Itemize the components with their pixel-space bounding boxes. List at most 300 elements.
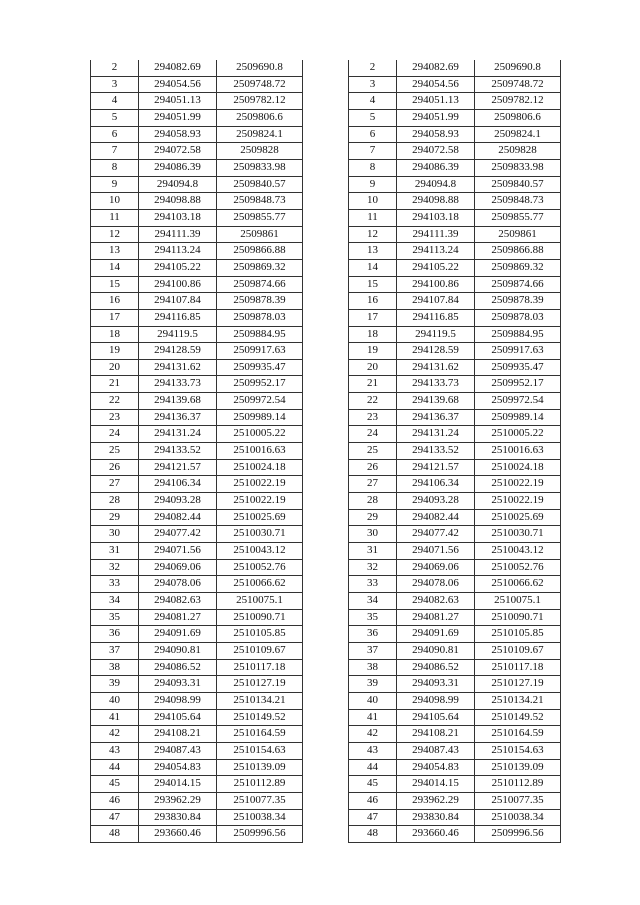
table-row	[349, 792, 561, 809]
point-number-cell: 5	[91, 109, 139, 126]
y-coordinate-cell: 2509917.63	[475, 343, 561, 360]
coordinate-table-right	[348, 60, 561, 843]
point-number-cell: 33	[349, 576, 397, 593]
point-number-cell: 24	[349, 426, 397, 443]
y-coordinate-cell: 2509884.95	[217, 326, 303, 343]
y-coordinate-cell: 2509806.6	[475, 109, 561, 126]
y-coordinate-cell: 2509878.03	[217, 309, 303, 326]
point-number-cell: 16	[349, 293, 397, 310]
y-coordinate-cell: 2510024.18	[475, 459, 561, 476]
x-coordinate-cell: 294093.28	[139, 493, 217, 510]
x-coordinate-cell: 294078.06	[397, 576, 475, 593]
x-coordinate-cell: 294082.44	[397, 509, 475, 526]
point-number-cell: 7	[349, 143, 397, 160]
y-coordinate-cell: 2510016.63	[217, 443, 303, 460]
point-number-cell: 30	[91, 526, 139, 543]
x-coordinate-cell: 294128.59	[139, 343, 217, 360]
y-coordinate-cell: 2509861	[217, 226, 303, 243]
x-coordinate-cell: 294086.39	[139, 159, 217, 176]
table-row	[91, 409, 303, 426]
point-number-cell: 3	[349, 76, 397, 93]
table-row	[91, 309, 303, 326]
point-number-cell: 6	[349, 126, 397, 143]
table-row	[91, 626, 303, 643]
table-row	[349, 159, 561, 176]
x-coordinate-cell: 294086.52	[139, 659, 217, 676]
y-coordinate-cell: 2510117.18	[475, 659, 561, 676]
point-number-cell: 9	[349, 176, 397, 193]
x-coordinate-cell: 294131.62	[139, 359, 217, 376]
x-coordinate-cell: 294014.15	[139, 776, 217, 793]
y-coordinate-cell: 2509878.39	[475, 293, 561, 310]
x-coordinate-cell: 294105.22	[397, 259, 475, 276]
y-coordinate-cell: 2509866.88	[475, 243, 561, 260]
point-number-cell: 17	[91, 309, 139, 326]
table-row	[349, 193, 561, 210]
table-row	[349, 609, 561, 626]
y-coordinate-cell: 2510038.34	[475, 809, 561, 826]
x-coordinate-cell: 294082.63	[397, 593, 475, 610]
x-coordinate-cell: 294087.43	[397, 742, 475, 759]
point-number-cell: 24	[91, 426, 139, 443]
table-row	[349, 509, 561, 526]
table-row	[349, 293, 561, 310]
table-row	[91, 176, 303, 193]
x-coordinate-cell: 294093.28	[397, 493, 475, 510]
point-number-cell: 3	[91, 76, 139, 93]
table-row	[349, 526, 561, 543]
point-number-cell: 31	[349, 543, 397, 560]
x-coordinate-cell: 294014.15	[397, 776, 475, 793]
table-row	[349, 309, 561, 326]
y-coordinate-cell: 2510127.19	[475, 676, 561, 693]
table-row	[91, 459, 303, 476]
point-number-cell: 27	[91, 476, 139, 493]
y-coordinate-cell: 2509935.47	[217, 359, 303, 376]
table-row	[349, 676, 561, 693]
x-coordinate-cell: 294103.18	[397, 209, 475, 226]
table-row	[349, 126, 561, 143]
x-coordinate-cell: 294128.59	[397, 343, 475, 360]
table-row	[91, 526, 303, 543]
y-coordinate-cell: 2509878.39	[217, 293, 303, 310]
x-coordinate-cell: 294091.69	[139, 626, 217, 643]
point-number-cell: 31	[91, 543, 139, 560]
y-coordinate-cell: 2510109.67	[475, 642, 561, 659]
x-coordinate-cell: 294086.52	[397, 659, 475, 676]
y-coordinate-cell: 2509972.54	[475, 393, 561, 410]
x-coordinate-cell: 294094.8	[139, 176, 217, 193]
y-coordinate-cell: 2509833.98	[217, 159, 303, 176]
x-coordinate-cell: 293660.46	[139, 826, 217, 843]
point-number-cell: 20	[91, 359, 139, 376]
y-coordinate-cell: 2509782.12	[475, 93, 561, 110]
x-coordinate-cell: 294121.57	[139, 459, 217, 476]
table-row	[91, 343, 303, 360]
table-row	[349, 176, 561, 193]
table-row	[349, 459, 561, 476]
point-number-cell: 11	[91, 209, 139, 226]
point-number-cell: 43	[349, 742, 397, 759]
y-coordinate-cell: 2509782.12	[217, 93, 303, 110]
table-row	[91, 326, 303, 343]
point-number-cell: 12	[349, 226, 397, 243]
point-number-cell: 8	[91, 159, 139, 176]
y-coordinate-cell: 2509952.17	[217, 376, 303, 393]
point-number-cell: 18	[349, 326, 397, 343]
x-coordinate-cell: 294119.5	[139, 326, 217, 343]
point-number-cell: 39	[91, 676, 139, 693]
x-coordinate-cell: 294098.99	[397, 692, 475, 709]
y-coordinate-cell: 2509833.98	[475, 159, 561, 176]
y-coordinate-cell: 2509952.17	[475, 376, 561, 393]
x-coordinate-cell: 293830.84	[139, 809, 217, 826]
point-number-cell: 15	[91, 276, 139, 293]
x-coordinate-cell: 294103.18	[139, 209, 217, 226]
table-row	[91, 393, 303, 410]
y-coordinate-cell: 2510075.1	[217, 593, 303, 610]
point-number-cell: 39	[349, 676, 397, 693]
x-coordinate-cell: 294105.22	[139, 259, 217, 276]
table-row	[349, 692, 561, 709]
x-coordinate-cell: 294107.84	[397, 293, 475, 310]
point-number-cell: 34	[349, 593, 397, 610]
x-coordinate-cell: 294133.52	[397, 443, 475, 460]
y-coordinate-cell: 2509972.54	[217, 393, 303, 410]
table-row	[91, 609, 303, 626]
point-number-cell: 13	[91, 243, 139, 260]
y-coordinate-cell: 2509996.56	[217, 826, 303, 843]
x-coordinate-cell: 294081.27	[397, 609, 475, 626]
table-row	[91, 509, 303, 526]
table-row	[91, 476, 303, 493]
y-coordinate-cell: 2509848.73	[217, 193, 303, 210]
y-coordinate-cell: 2509866.88	[217, 243, 303, 260]
y-coordinate-cell: 2509748.72	[217, 76, 303, 93]
x-coordinate-cell: 294094.8	[397, 176, 475, 193]
y-coordinate-cell: 2510066.62	[217, 576, 303, 593]
point-number-cell: 35	[349, 609, 397, 626]
point-number-cell: 33	[91, 576, 139, 593]
y-coordinate-cell: 2510022.19	[475, 493, 561, 510]
x-coordinate-cell: 294071.56	[397, 543, 475, 560]
x-coordinate-cell: 294077.42	[139, 526, 217, 543]
table-row	[91, 209, 303, 226]
point-number-cell: 36	[91, 626, 139, 643]
table-row	[349, 443, 561, 460]
y-coordinate-cell: 2510139.09	[475, 759, 561, 776]
table-row	[349, 409, 561, 426]
point-number-cell: 11	[349, 209, 397, 226]
table-row	[349, 576, 561, 593]
x-coordinate-cell: 294106.34	[397, 476, 475, 493]
x-coordinate-cell: 294100.86	[139, 276, 217, 293]
table-row	[91, 76, 303, 93]
table-row	[91, 809, 303, 826]
table-row	[91, 742, 303, 759]
table-row	[349, 276, 561, 293]
table-row	[349, 593, 561, 610]
table-row	[349, 493, 561, 510]
table-row	[91, 659, 303, 676]
y-coordinate-cell: 2510154.63	[217, 742, 303, 759]
table-row	[91, 60, 303, 76]
x-coordinate-cell: 294136.37	[397, 409, 475, 426]
y-coordinate-cell: 2509824.1	[475, 126, 561, 143]
y-coordinate-cell: 2509828	[217, 143, 303, 160]
y-coordinate-cell: 2510105.85	[475, 626, 561, 643]
table-row	[349, 326, 561, 343]
table-row	[91, 593, 303, 610]
point-number-cell: 44	[349, 759, 397, 776]
x-coordinate-cell: 294086.39	[397, 159, 475, 176]
x-coordinate-cell: 294098.99	[139, 692, 217, 709]
table-row	[349, 626, 561, 643]
y-coordinate-cell: 2510025.69	[475, 509, 561, 526]
point-number-cell: 29	[349, 509, 397, 526]
y-coordinate-cell: 2510154.63	[475, 742, 561, 759]
y-coordinate-cell: 2510127.19	[217, 676, 303, 693]
x-coordinate-cell: 294098.88	[139, 193, 217, 210]
table-row	[349, 726, 561, 743]
point-number-cell: 14	[91, 259, 139, 276]
y-coordinate-cell: 2510016.63	[475, 443, 561, 460]
x-coordinate-cell: 294082.63	[139, 593, 217, 610]
point-number-cell: 21	[349, 376, 397, 393]
coordinate-table-right-body	[349, 60, 561, 842]
y-coordinate-cell: 2509869.32	[475, 259, 561, 276]
x-coordinate-cell: 294051.13	[139, 93, 217, 110]
point-number-cell: 22	[349, 393, 397, 410]
point-number-cell: 42	[91, 726, 139, 743]
y-coordinate-cell: 2509884.95	[475, 326, 561, 343]
y-coordinate-cell: 2510149.52	[217, 709, 303, 726]
x-coordinate-cell: 294131.62	[397, 359, 475, 376]
x-coordinate-cell: 294119.5	[397, 326, 475, 343]
table-row	[349, 359, 561, 376]
table-row	[349, 243, 561, 260]
y-coordinate-cell: 2510109.67	[217, 642, 303, 659]
x-coordinate-cell: 294131.24	[397, 426, 475, 443]
table-row	[91, 93, 303, 110]
x-coordinate-cell: 294069.06	[139, 559, 217, 576]
point-number-cell: 23	[349, 409, 397, 426]
x-coordinate-cell: 294113.24	[139, 243, 217, 260]
y-coordinate-cell: 2509855.77	[475, 209, 561, 226]
y-coordinate-cell: 2509748.72	[475, 76, 561, 93]
table-row	[91, 226, 303, 243]
point-number-cell: 35	[91, 609, 139, 626]
x-coordinate-cell: 294054.83	[139, 759, 217, 776]
table-row	[91, 243, 303, 260]
point-number-cell: 14	[349, 259, 397, 276]
y-coordinate-cell: 2509806.6	[217, 109, 303, 126]
y-coordinate-cell: 2510090.71	[475, 609, 561, 626]
x-coordinate-cell: 294082.69	[139, 60, 217, 76]
point-number-cell: 5	[349, 109, 397, 126]
point-number-cell: 6	[91, 126, 139, 143]
y-coordinate-cell: 2510164.59	[217, 726, 303, 743]
x-coordinate-cell: 294069.06	[397, 559, 475, 576]
y-coordinate-cell: 2510090.71	[217, 609, 303, 626]
x-coordinate-cell: 294108.21	[397, 726, 475, 743]
x-coordinate-cell: 294051.13	[397, 93, 475, 110]
point-number-cell: 23	[91, 409, 139, 426]
x-coordinate-cell: 294133.73	[139, 376, 217, 393]
point-number-cell: 38	[349, 659, 397, 676]
y-coordinate-cell: 2510077.35	[475, 792, 561, 809]
x-coordinate-cell: 294105.64	[139, 709, 217, 726]
point-number-cell: 27	[349, 476, 397, 493]
x-coordinate-cell: 293660.46	[397, 826, 475, 843]
table-row	[91, 443, 303, 460]
coordinate-table-left-body	[91, 60, 303, 842]
x-coordinate-cell: 294100.86	[397, 276, 475, 293]
x-coordinate-cell: 294107.84	[139, 293, 217, 310]
x-coordinate-cell: 294072.58	[139, 143, 217, 160]
point-number-cell: 7	[91, 143, 139, 160]
x-coordinate-cell: 294072.58	[397, 143, 475, 160]
x-coordinate-cell: 294054.83	[397, 759, 475, 776]
x-coordinate-cell: 294111.39	[139, 226, 217, 243]
table-row	[91, 776, 303, 793]
point-number-cell: 4	[91, 93, 139, 110]
y-coordinate-cell: 2510052.76	[217, 559, 303, 576]
y-coordinate-cell: 2509869.32	[217, 259, 303, 276]
x-coordinate-cell: 294116.85	[397, 309, 475, 326]
y-coordinate-cell: 2510024.18	[217, 459, 303, 476]
y-coordinate-cell: 2509861	[475, 226, 561, 243]
point-number-cell: 10	[91, 193, 139, 210]
table-row	[349, 659, 561, 676]
table-row	[91, 692, 303, 709]
point-number-cell: 48	[349, 826, 397, 843]
y-coordinate-cell: 2510149.52	[475, 709, 561, 726]
table-row	[91, 792, 303, 809]
y-coordinate-cell: 2510112.89	[475, 776, 561, 793]
table-row	[91, 193, 303, 210]
x-coordinate-cell: 294051.99	[397, 109, 475, 126]
x-coordinate-cell: 294058.93	[397, 126, 475, 143]
point-number-cell: 45	[91, 776, 139, 793]
point-number-cell: 21	[91, 376, 139, 393]
x-coordinate-cell: 294098.88	[397, 193, 475, 210]
point-number-cell: 38	[91, 659, 139, 676]
point-number-cell: 48	[91, 826, 139, 843]
table-row	[349, 259, 561, 276]
y-coordinate-cell: 2509989.14	[475, 409, 561, 426]
table-row	[349, 742, 561, 759]
point-number-cell: 8	[349, 159, 397, 176]
point-number-cell: 19	[91, 343, 139, 360]
point-number-cell: 22	[91, 393, 139, 410]
y-coordinate-cell: 2510022.19	[475, 476, 561, 493]
x-coordinate-cell: 294131.24	[139, 426, 217, 443]
point-number-cell: 4	[349, 93, 397, 110]
table-row	[91, 159, 303, 176]
table-row	[349, 776, 561, 793]
table-row	[349, 343, 561, 360]
x-coordinate-cell: 294091.69	[397, 626, 475, 643]
point-number-cell: 20	[349, 359, 397, 376]
y-coordinate-cell: 2510038.34	[217, 809, 303, 826]
y-coordinate-cell: 2510139.09	[217, 759, 303, 776]
point-number-cell: 47	[349, 809, 397, 826]
x-coordinate-cell: 294093.31	[397, 676, 475, 693]
x-coordinate-cell: 294133.52	[139, 443, 217, 460]
x-coordinate-cell: 294113.24	[397, 243, 475, 260]
y-coordinate-cell: 2509824.1	[217, 126, 303, 143]
table-row	[91, 576, 303, 593]
y-coordinate-cell: 2510066.62	[475, 576, 561, 593]
y-coordinate-cell: 2509917.63	[217, 343, 303, 360]
point-number-cell: 13	[349, 243, 397, 260]
x-coordinate-cell: 294111.39	[397, 226, 475, 243]
x-coordinate-cell: 294087.43	[139, 742, 217, 759]
y-coordinate-cell: 2509855.77	[217, 209, 303, 226]
x-coordinate-cell: 294082.69	[397, 60, 475, 76]
x-coordinate-cell: 294106.34	[139, 476, 217, 493]
y-coordinate-cell: 2509828	[475, 143, 561, 160]
x-coordinate-cell: 294054.56	[139, 76, 217, 93]
y-coordinate-cell: 2509874.66	[217, 276, 303, 293]
point-number-cell: 18	[91, 326, 139, 343]
table-row	[349, 209, 561, 226]
point-number-cell: 26	[91, 459, 139, 476]
point-number-cell: 32	[91, 559, 139, 576]
table-row	[91, 109, 303, 126]
point-number-cell: 42	[349, 726, 397, 743]
table-row	[91, 143, 303, 160]
table-row	[91, 493, 303, 510]
y-coordinate-cell: 2510022.19	[217, 476, 303, 493]
x-coordinate-cell: 294105.64	[397, 709, 475, 726]
x-coordinate-cell: 294116.85	[139, 309, 217, 326]
x-coordinate-cell: 294077.42	[397, 526, 475, 543]
x-coordinate-cell: 294082.44	[139, 509, 217, 526]
y-coordinate-cell: 2509878.03	[475, 309, 561, 326]
table-row	[91, 826, 303, 843]
x-coordinate-cell: 293962.29	[139, 792, 217, 809]
table-row	[349, 559, 561, 576]
point-number-cell: 28	[349, 493, 397, 510]
x-coordinate-cell: 294108.21	[139, 726, 217, 743]
table-row	[91, 759, 303, 776]
y-coordinate-cell: 2510022.19	[217, 493, 303, 510]
y-coordinate-cell: 2510005.22	[217, 426, 303, 443]
y-coordinate-cell: 2509996.56	[475, 826, 561, 843]
x-coordinate-cell: 294081.27	[139, 609, 217, 626]
point-number-cell: 2	[349, 60, 397, 76]
point-number-cell: 17	[349, 309, 397, 326]
point-number-cell: 40	[349, 692, 397, 709]
point-number-cell: 47	[91, 809, 139, 826]
x-coordinate-cell: 294071.56	[139, 543, 217, 560]
point-number-cell: 40	[91, 692, 139, 709]
table-row	[349, 759, 561, 776]
point-number-cell: 25	[91, 443, 139, 460]
table-row	[91, 726, 303, 743]
table-row	[349, 642, 561, 659]
x-coordinate-cell: 294133.73	[397, 376, 475, 393]
point-number-cell: 41	[91, 709, 139, 726]
table-row	[91, 709, 303, 726]
y-coordinate-cell: 2510075.1	[475, 593, 561, 610]
table-row	[349, 393, 561, 410]
point-number-cell: 44	[91, 759, 139, 776]
point-number-cell: 12	[91, 226, 139, 243]
point-number-cell: 43	[91, 742, 139, 759]
